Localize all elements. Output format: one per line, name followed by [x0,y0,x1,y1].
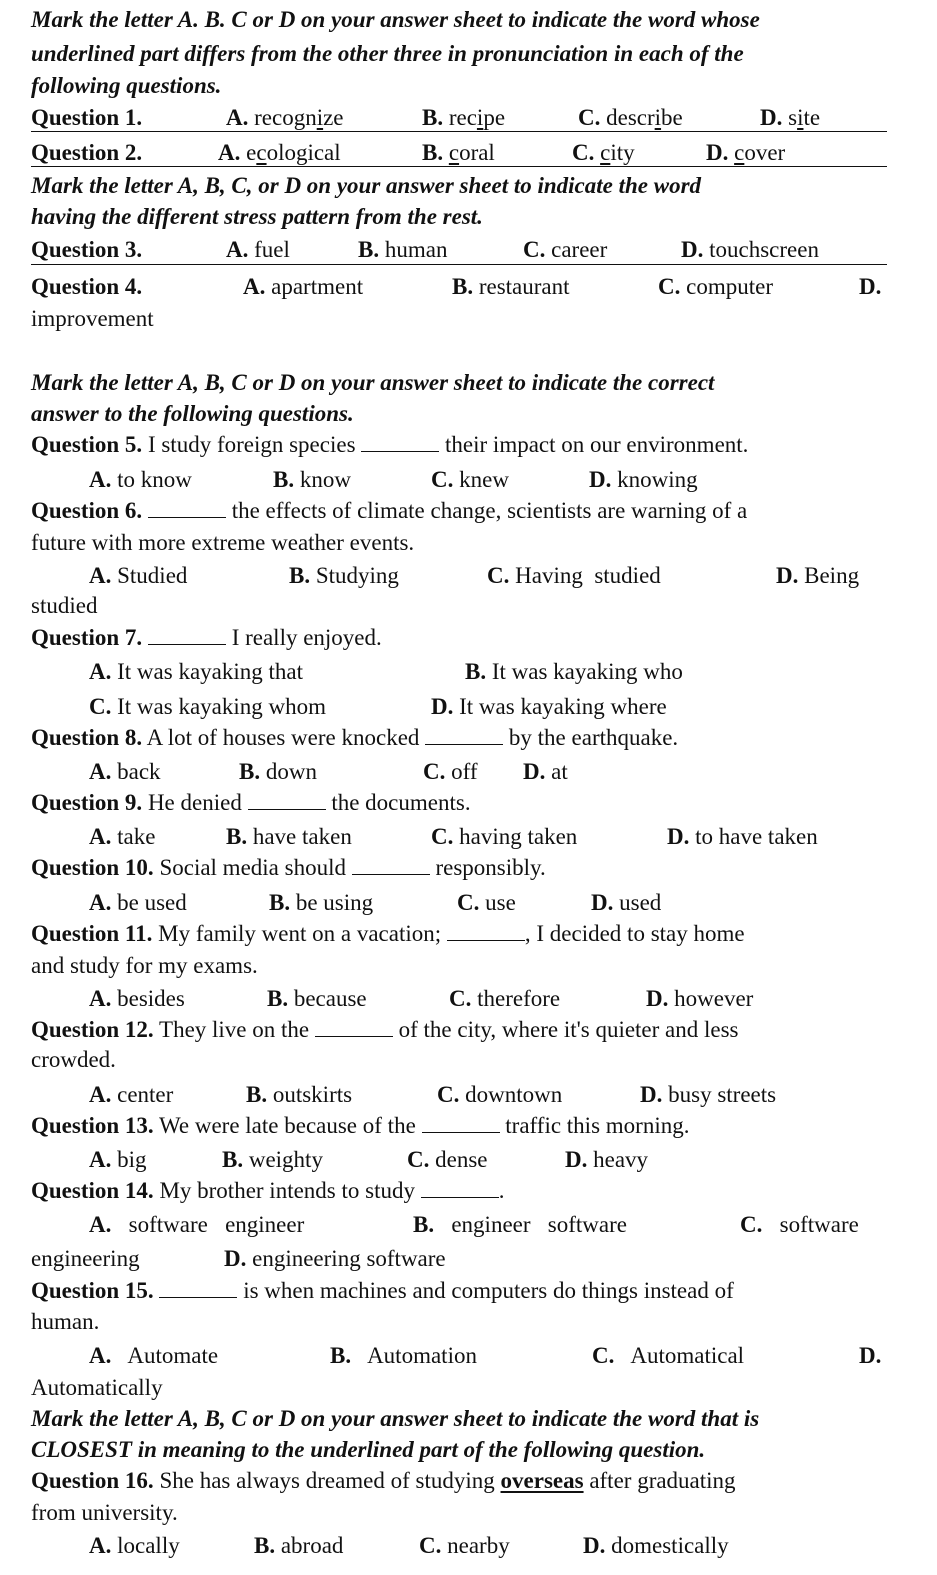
answer-blank [159,1279,237,1298]
option-c[interactable]: C. off [423,759,478,784]
question-15-continued: human. [31,1309,100,1334]
option-c[interactable]: C. having taken [431,824,578,849]
option-d[interactable]: D. however [646,986,754,1011]
option-c[interactable]: C. nearby [419,1533,510,1558]
instruction-line: CLOSEST in meaning to the underlined part of the following question. [31,1437,706,1462]
option-b[interactable]: B. Automation [330,1343,477,1368]
option-d[interactable]: D. It was kayaking where [431,694,667,719]
question-6-continued: future with more extreme weather events. [31,530,415,555]
option-a[interactable]: A. to know [89,467,192,492]
option-b[interactable]: B. weighty [222,1147,323,1172]
option-c[interactable]: C. city [572,140,635,165]
option-a[interactable]: A. be used [89,890,187,915]
option-d[interactable]: D. domestically [583,1533,729,1558]
question-1: Question 1. [31,105,143,130]
divider [31,264,887,265]
instruction-line: following questions. [31,73,222,98]
option-d[interactable]: D. [859,1343,882,1368]
answer-blank [425,726,503,745]
answer-blank [447,922,525,941]
answer-blank [361,433,439,452]
question-16-continued: from university. [31,1500,178,1525]
option-d-continued: studied [31,593,98,618]
option-d[interactable]: D. heavy [565,1147,649,1172]
option-d-continued: improvement [31,306,154,331]
option-b[interactable]: B. restaurant [452,274,570,299]
option-a[interactable]: A. besides [89,986,185,1011]
option-c[interactable]: C. use [457,890,516,915]
option-c[interactable]: C. describe [578,105,683,130]
option-d[interactable]: D. touchscreen [681,237,819,262]
question-10: Question 10. Social media should responsibly. [31,855,546,880]
answer-blank [352,856,430,875]
divider [31,131,887,132]
question-14: Question 14. My brother intends to study . [31,1178,505,1203]
question-7: Question 7. I really enjoyed. [31,625,382,650]
option-b[interactable]: B. outskirts [246,1082,353,1107]
option-b[interactable]: B. down [239,759,317,784]
instruction-line: having the different stress pattern from the rest. [31,204,483,229]
option-b[interactable]: B. engineer software [413,1212,627,1237]
option-b[interactable]: B. because [267,986,367,1011]
option-b[interactable]: B. recipe [422,105,506,130]
option-b[interactable]: B. be using [269,890,374,915]
option-a[interactable]: A. fuel [226,237,290,262]
question-5: Question 5. I study foreign species their impact on our environment. [31,432,749,457]
option-a[interactable]: A. Studied [89,563,188,588]
instruction-line: Mark the letter A, B, C or D on your answer sheet to indicate the correct [31,370,715,395]
option-b[interactable]: B. coral [422,140,495,165]
question-12-continued: crowded. [31,1047,116,1072]
question-9: Question 9. He denied the documents. [31,790,471,815]
question-16: Question 16. She has always dreamed of studying overseas after graduating [31,1468,736,1493]
option-a[interactable]: A. apartment [243,274,364,299]
option-c-continued: engineering [31,1246,140,1271]
option-c[interactable]: C. career [523,237,608,262]
question-8: Question 8. A lot of houses were knocked by the earthquake. [31,725,679,750]
option-d[interactable]: D. cover [706,140,786,165]
answer-blank [148,626,226,645]
instruction-line: underlined part differs from the other three in pronunciation in each of the [31,41,744,66]
underlined-word: overseas [500,1468,584,1493]
option-b[interactable]: B. It was kayaking who [465,659,683,684]
option-a[interactable]: A. big [89,1147,147,1172]
option-d[interactable]: D. used [591,890,662,915]
option-c[interactable]: C. downtown [437,1082,563,1107]
question-13: Question 13. We were late because of the traffic this morning. [31,1113,690,1138]
option-a[interactable]: A. back [89,759,161,784]
option-b[interactable]: B. know [273,467,351,492]
option-a[interactable]: A. software engineer [89,1212,305,1237]
option-d[interactable]: D. busy streets [640,1082,777,1107]
divider [31,166,887,167]
question-15: Question 15. is when machines and computers do things instead of [31,1278,734,1303]
option-d[interactable]: D. knowing [589,467,698,492]
question-12: Question 12. They live on the of the city, where it's quieter and less [31,1017,739,1042]
option-b[interactable]: B. human [358,237,448,262]
option-a[interactable]: A. ecological [218,140,341,165]
instruction-line: Mark the letter A, B, C or D on your answer sheet to indicate the word that is [31,1406,760,1431]
question-6: Question 6. the effects of climate change, scientists are warning of a [31,498,748,523]
option-a[interactable]: A. take [89,824,156,849]
question-4: Question 4. [31,274,143,299]
option-b[interactable]: B. abroad [254,1533,344,1558]
answer-blank [315,1018,393,1037]
option-d[interactable]: D. at [523,759,568,784]
option-c[interactable]: C. computer [658,274,773,299]
option-a[interactable]: A. Automate [89,1343,219,1368]
top-cut-text [31,0,71,5]
option-a[interactable]: A. recognize [226,105,344,130]
option-b[interactable]: B. have taken [226,824,352,849]
option-c[interactable]: C. therefore [449,986,561,1011]
option-d-continued: Automatically [31,1375,163,1400]
option-c[interactable]: C. Automatical [592,1343,745,1368]
instruction-line: Mark the letter A, B, C, or D on your answer sheet to indicate the word [31,173,702,198]
option-a[interactable]: A. center [89,1082,174,1107]
option-c[interactable]: C. Having studied [487,563,661,588]
option-c[interactable]: C. It was kayaking whom [89,694,327,719]
option-d[interactable]: D. Being [776,563,860,588]
option-c[interactable]: C. software [740,1212,859,1237]
option-d[interactable]: D. engineering software [224,1246,446,1271]
answer-blank [422,1114,500,1133]
option-c[interactable]: C. knew [431,467,509,492]
option-a[interactable]: A. It was kayaking that [89,659,303,684]
question-11: Question 11. My family went on a vacation; , I decided to stay home [31,921,745,946]
question-3: Question 3. [31,237,143,262]
instruction-line: answer to the following questions. [31,401,354,426]
option-d[interactable]: D. [859,274,882,299]
option-b[interactable]: B. Studying [289,563,399,588]
option-a[interactable]: A. locally [89,1533,180,1558]
option-d[interactable]: D. site [760,105,821,130]
option-c[interactable]: C. dense [407,1147,488,1172]
answer-blank [421,1179,499,1198]
question-11-continued: and study for my exams. [31,953,258,978]
question-2: Question 2. [31,140,143,165]
answer-blank [248,791,326,810]
option-d[interactable]: D. to have taken [667,824,818,849]
instruction-line: Mark the letter A. B. C or D on your answer sheet to indicate the word whose [31,7,760,32]
answer-blank [148,499,226,518]
